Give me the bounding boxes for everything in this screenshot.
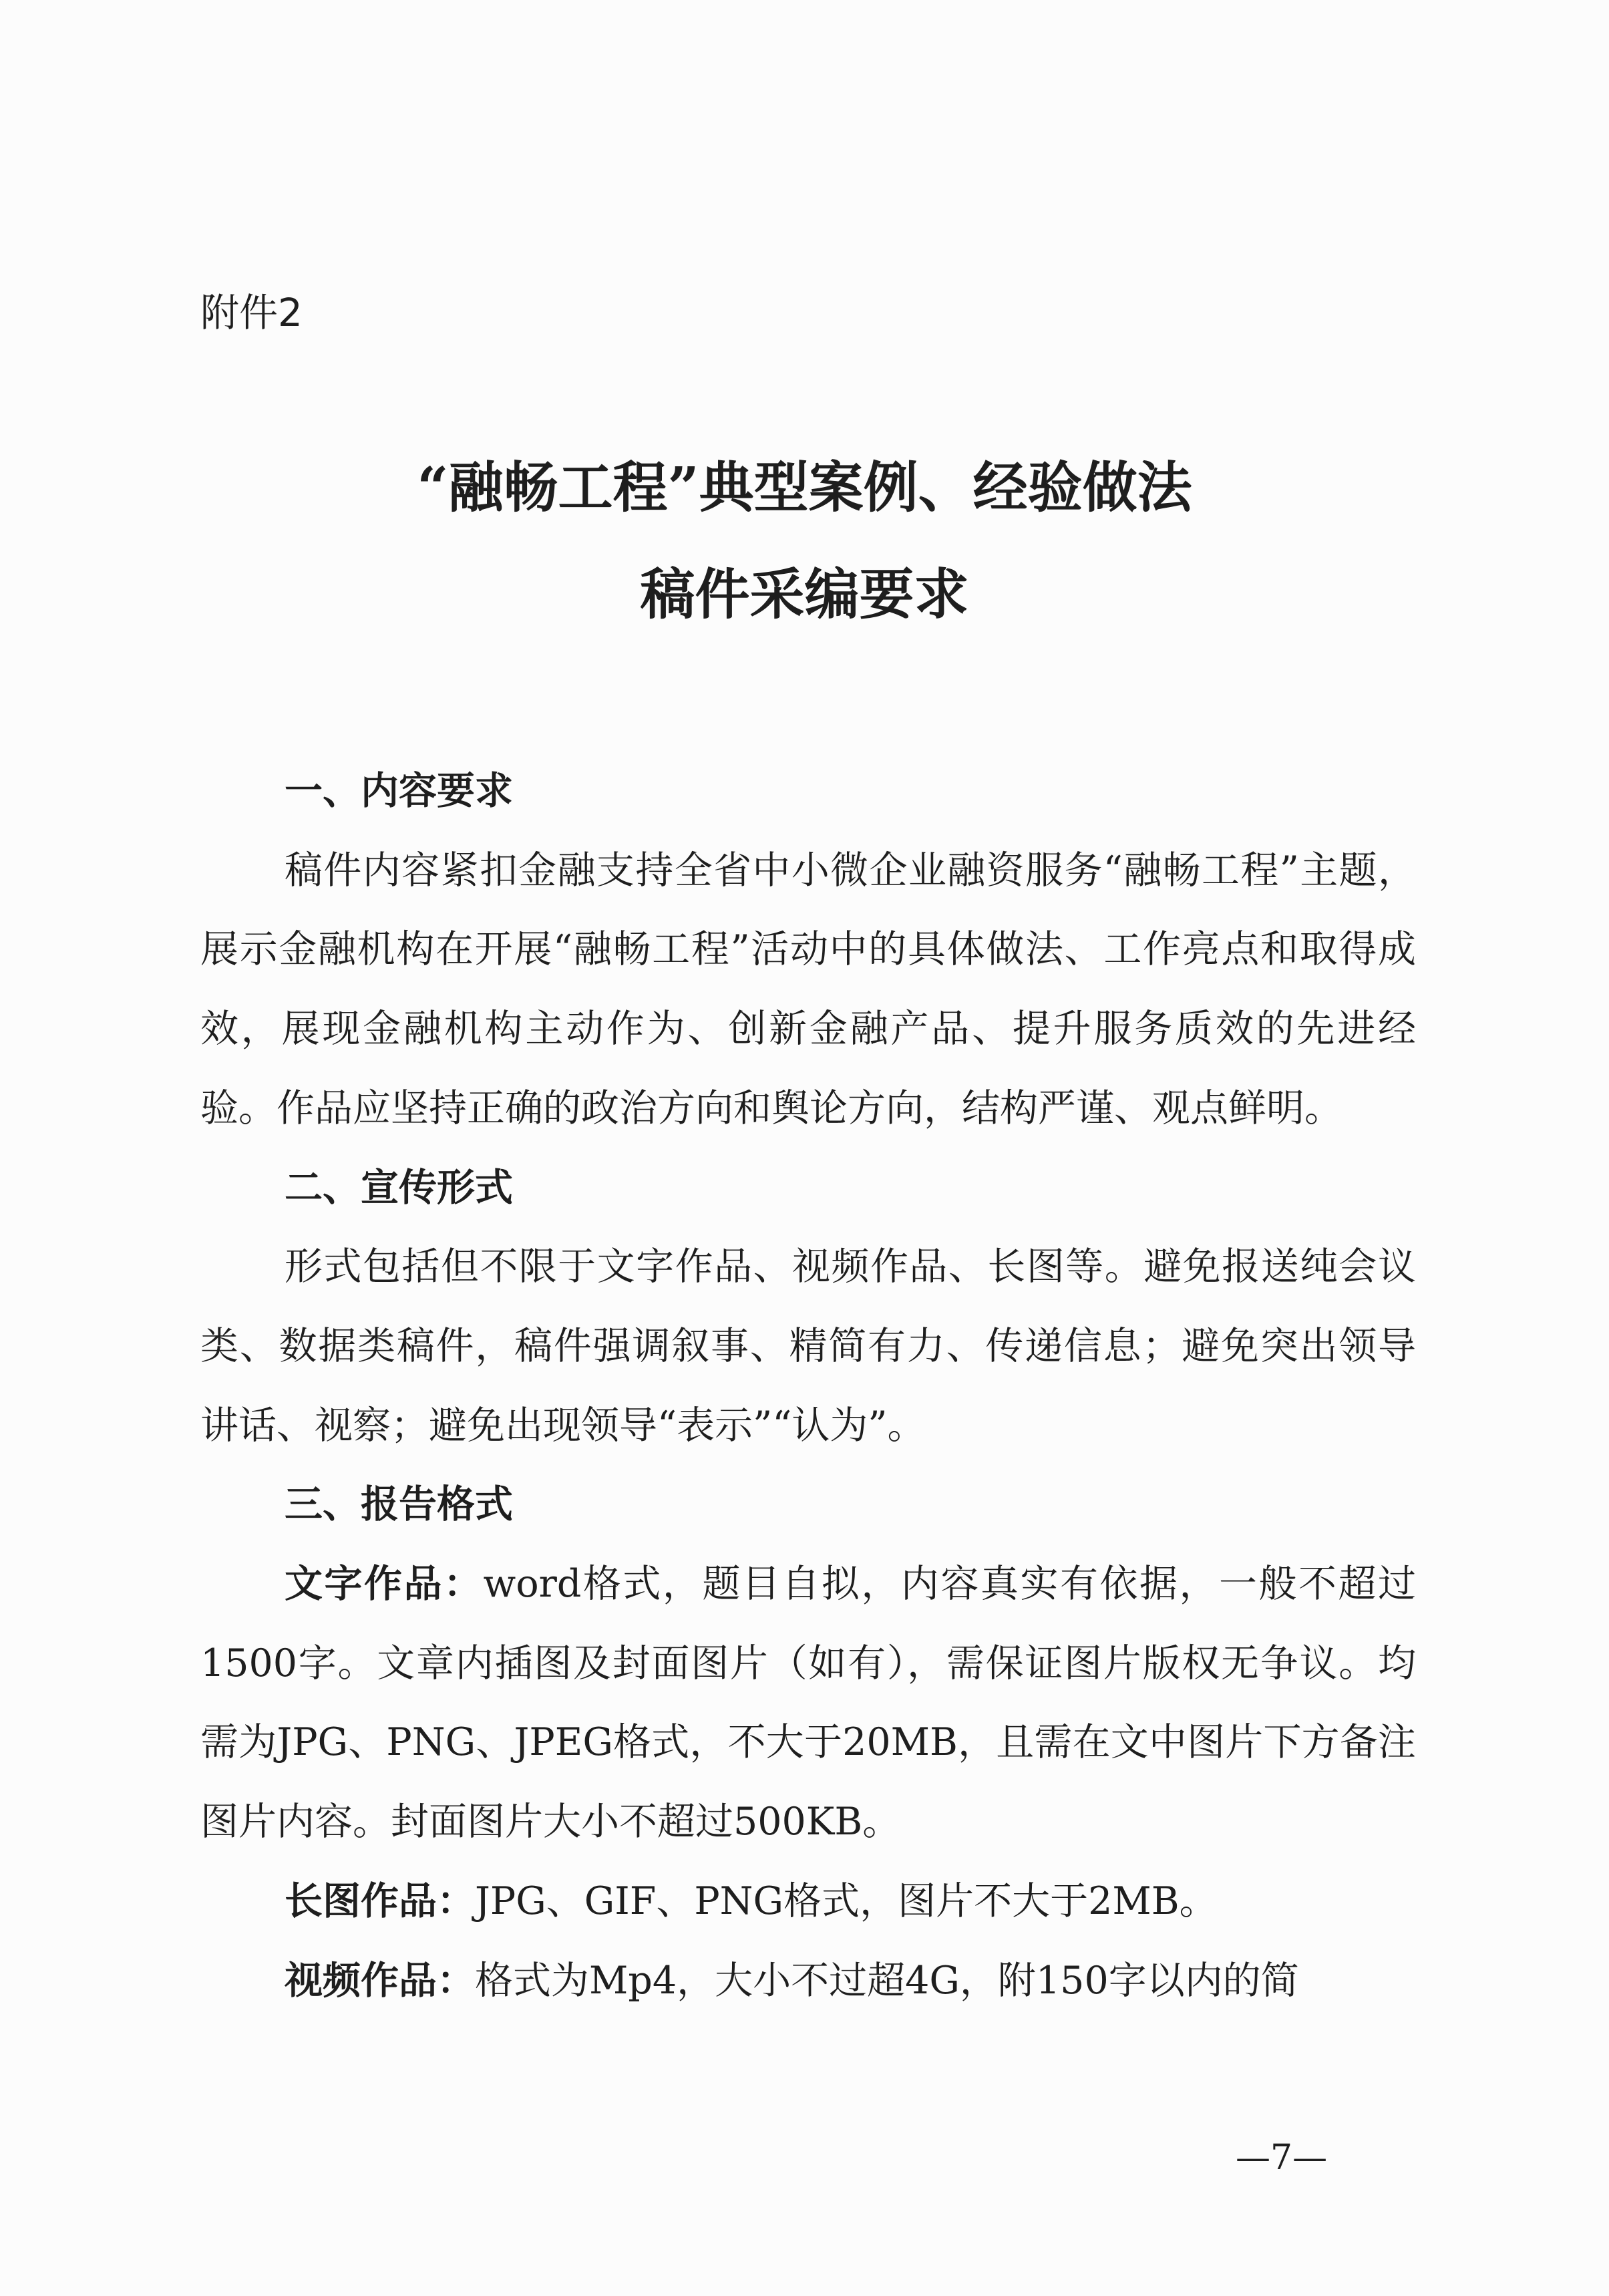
section-heading-publicity-forms: 二、宣传形式: [285, 1165, 513, 1210]
paragraph-lead-long-image-works: 长图作品：: [285, 1878, 475, 1923]
paragraph-content-requirements: [200, 831, 1416, 1148]
paragraph-text: 稿件内容紧扣金融支持全省中小微企业融资服务“融畅工程”主题，展示金融机构在开展“融畅工程”活动中的具体做法、工作亮点和取得成效，展现金融机构主动作为、创新金融产品、提升服务质效的先进经验。作品应坚持正确的政治方向和舆论方向，结构严谨、观点鲜明。: [200, 848, 1416, 1130]
paragraph-text: 形式包括但不限于文字作品、视频作品、长图等。避免报送纯会议类、数据类稿件，稿件强调叙事、精简有力、传递信息；避免突出领导讲话、视察；避免出现领导“表示”“认为”。: [200, 1245, 1416, 1448]
attachment-label: 附件2: [200, 290, 303, 335]
paragraph-text: 格式为Mp4，大小不过超4G，附150字以内的简: [475, 1958, 1299, 2003]
page-number: —7—: [1236, 2138, 1328, 2178]
section-heading-report-format: 三、报告格式: [285, 1482, 513, 1527]
paragraph-text-works: [200, 1544, 1416, 1862]
document-title-line-2: 稿件采编要求: [640, 562, 969, 627]
paragraph-text: JPG、GIF、PNG格式，图片不大于2MB。: [475, 1878, 1218, 1923]
paragraph-video-works: [200, 1941, 1416, 2021]
document-body: [200, 752, 1416, 2020]
paragraph-text: word格式，题目自拟，内容真实有依据，一般不超过1500字。文章内插图及封面图片（如有），需保证图片版权无争议。均需为JPG、PNG、JPEG格式，不大于20MB，且需在文中图片下方备注图片内容。封面图片大小不超过500KB。: [200, 1562, 1416, 1844]
section-heading-content-requirements: 一、内容要求: [285, 769, 513, 813]
paragraph-long-image-works: [200, 1862, 1416, 1941]
document-title-line-1: “融畅工程”典型案例、经验做法: [417, 456, 1192, 520]
paragraph-lead-video-works: 视频作品：: [285, 1958, 475, 2003]
paragraph-lead-text-works: 文字作品：: [285, 1562, 484, 1607]
paragraph-publicity-forms: [200, 1227, 1416, 1465]
